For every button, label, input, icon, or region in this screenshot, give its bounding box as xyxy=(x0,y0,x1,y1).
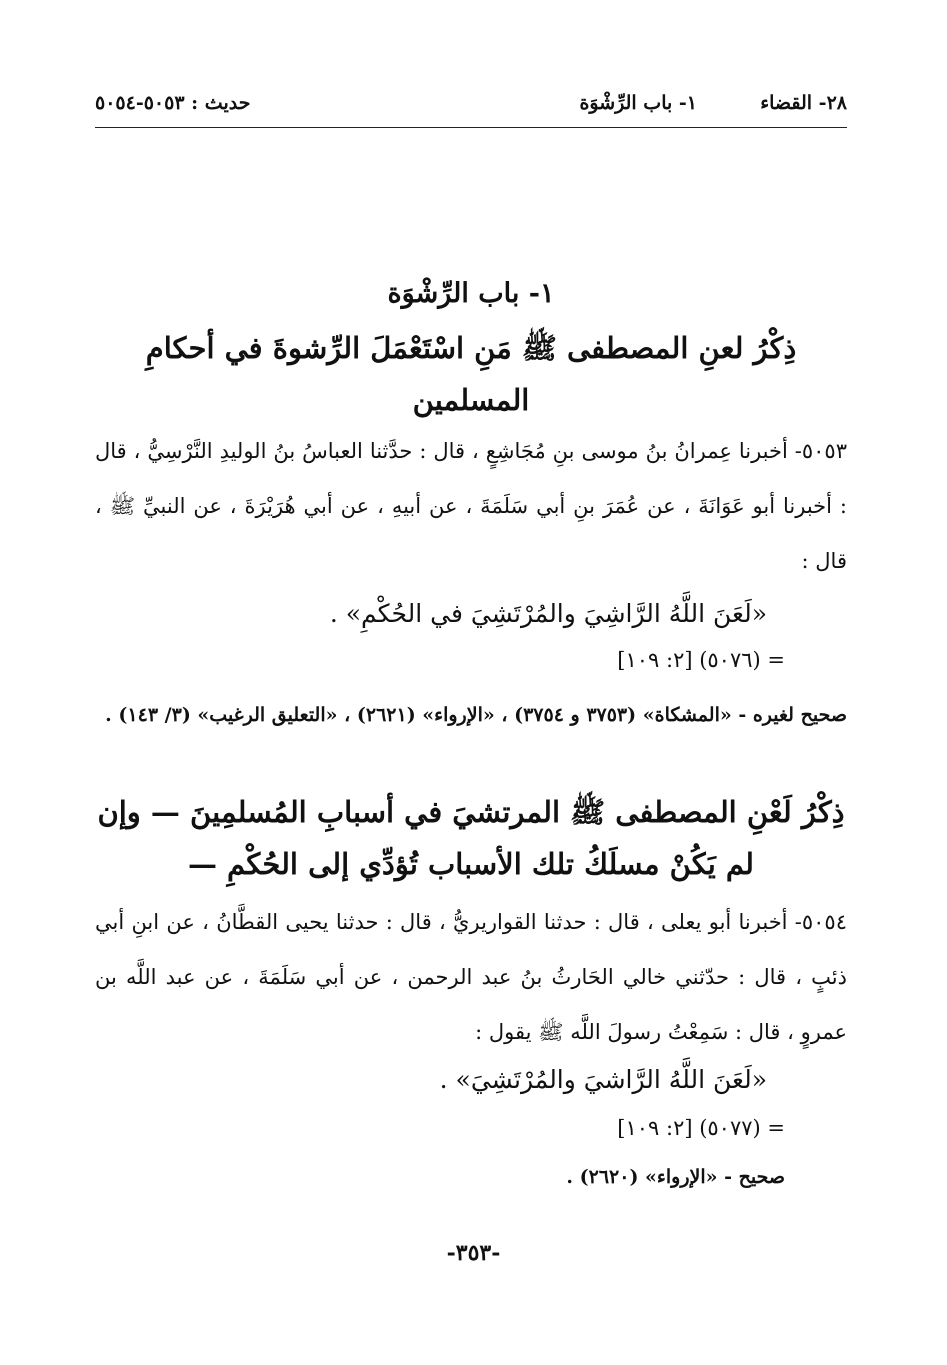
running-header xyxy=(95,92,847,122)
hadith-reference: = (٥٠٧٦) [٢: ١٠٩] xyxy=(617,648,785,672)
header-hadith-range: حديث : ٥٠٥٣-٥٠٥٤ xyxy=(95,92,251,114)
hadith-quote: «لَعَنَ اللَّهُ الرَّاشيَ والمُرْتَشِيَ» . xyxy=(439,1065,767,1094)
hadith-text: ٥٠٥٤- أخبرنا أبو يعلى ، قال : حدثنا القواريريُّ ، قال : حدثنا يحيى القطَّانُ ، عن ابنِ أبي ذئبٍ ، قال : حدّثني خالي الحَارثُ بنُ عبد الرحمن ، عن أبي سَلَمَةَ ، عن عبد اللَّه بن عمروٍ ، قال : سَمِعْتُ رسولَ اللَّه ﷺ يقول : xyxy=(95,910,847,1044)
section-title: ذِكْرُ لَعْنِ المصطفى ﷺ المرتشيَ في أسبابِ المُسلمِينَ — وإن لم يَكُنْ مسلَكُ تلك الأسباب تُؤدِّي إلى الحُكْمِ — xyxy=(97,795,845,881)
hadith-reference: = (٥٠٧٧) [٢: ١٠٩] xyxy=(617,1116,785,1140)
header-bab: ١- باب الرِّشْوَة xyxy=(579,92,697,114)
hadith-grade: صحيح لغيره - «المشكاة» (٣٧٥٣ و ٣٧٥٤) ، «الإرواء» (٢٦٢١) ، «التعليق الرغيب» (٣/ ١٤٣) . xyxy=(105,704,847,726)
hadith-text: ٥٠٥٣- أخبرنا عِمرانُ بنُ موسى بنِ مُجَاشِعٍ ، قال : حدَّثنا العباسُ بنُ الوليدِ النَّرْسِيُّ ، قال : أخبرنا أبو عَوَانَةَ ، عن عُمَرَ بنِ أبي سَلَمَةَ ، عن أبيهِ ، عن أبي هُرَيْرَةَ ، عن النبيِّ ﷺ ، قال : xyxy=(95,439,847,573)
chapter-title: ١- باب الرِّشْوَة xyxy=(387,278,555,309)
page-number: -٣٥٣- xyxy=(446,1240,501,1266)
hadith-grade: صحيح - «الإرواء» (٢٦٢٠) . xyxy=(566,1166,785,1188)
header-chapter: ٢٨- القضاء xyxy=(760,92,847,114)
hadith-quote: «لَعَنَ اللَّهُ الرَّاشِيَ والمُرْتَشِيَ في الحُكْمِ» . xyxy=(329,599,767,628)
header-rule xyxy=(95,127,847,128)
section-title: ذِكْرُ لعنِ المصطفى ﷺ مَنِ اسْتَعْمَلَ الرِّشوةَ في أحكامِ المسلمين xyxy=(145,331,797,417)
